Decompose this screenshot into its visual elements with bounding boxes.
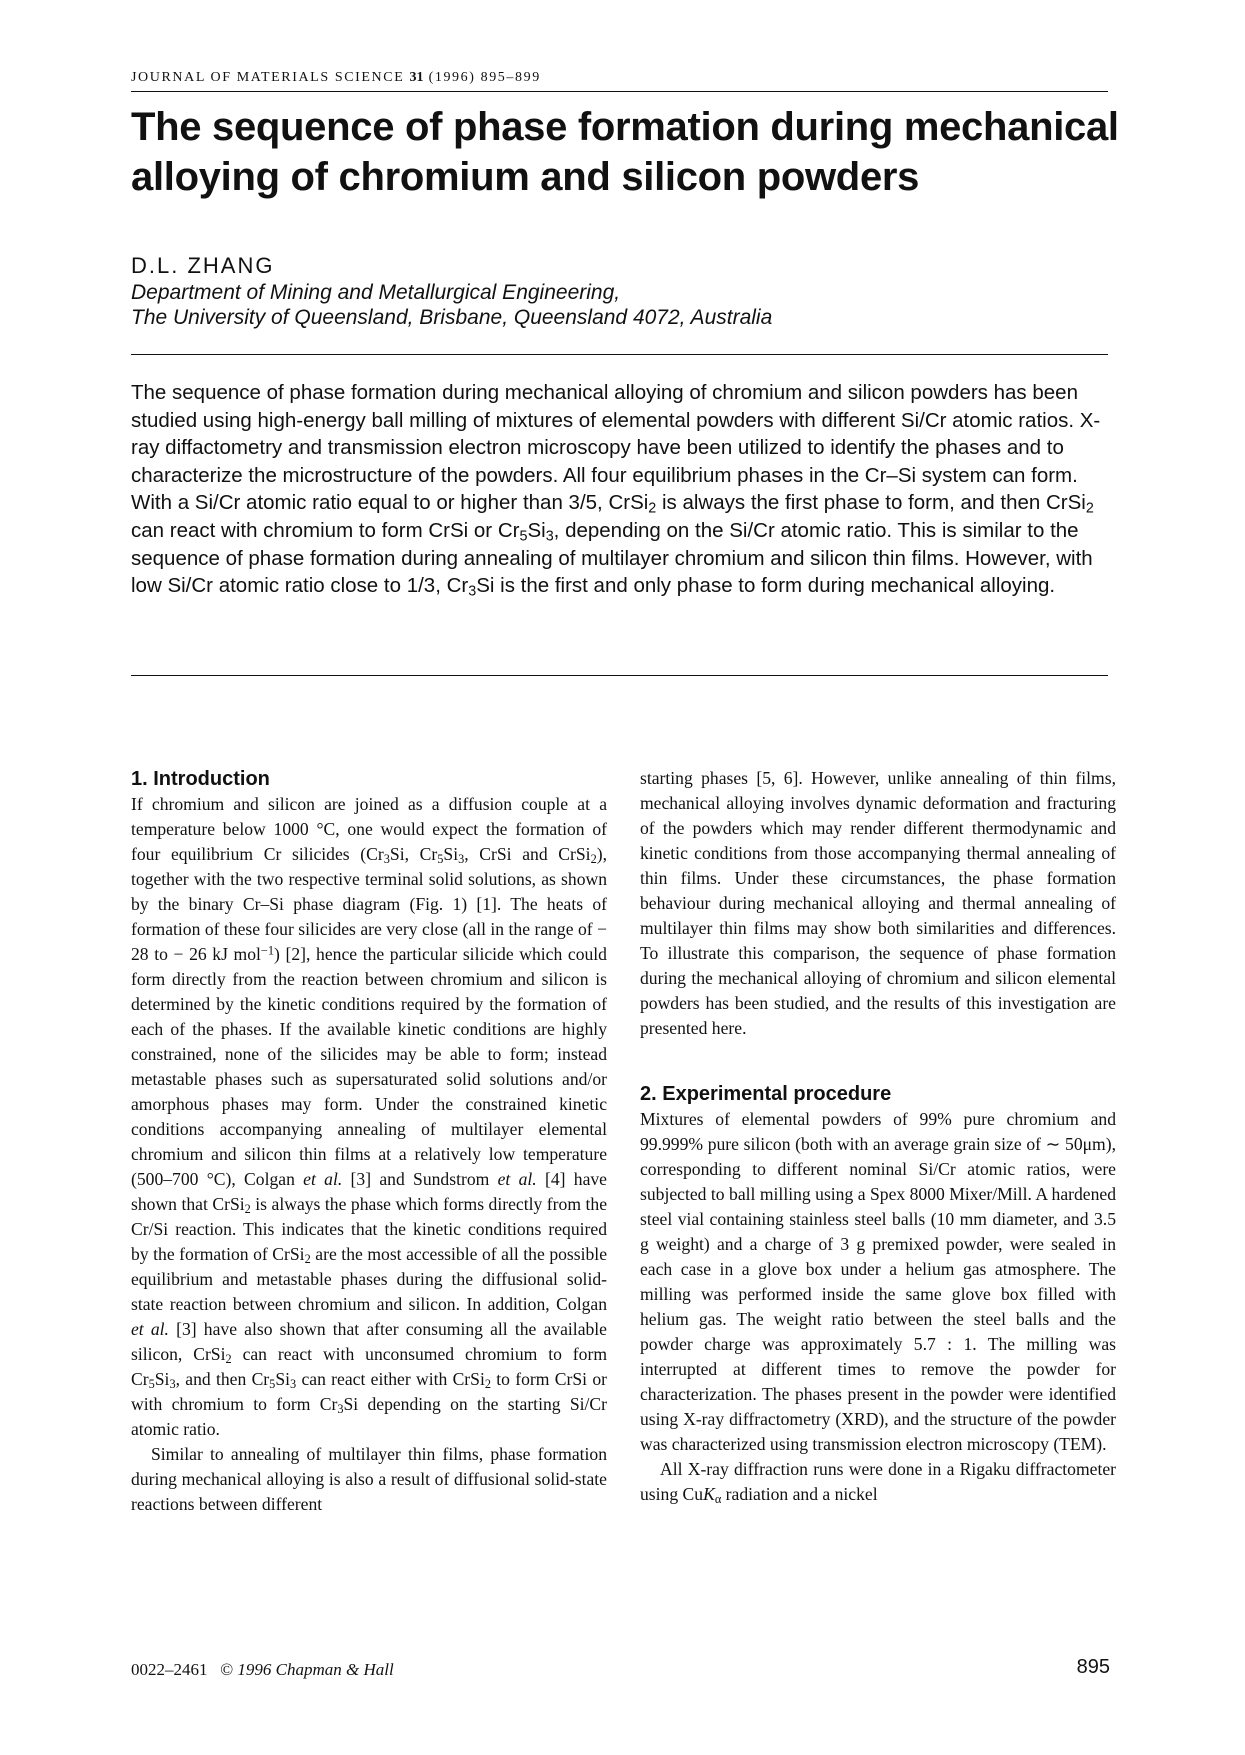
journal-header	[131, 70, 541, 86]
abstract-top-rule	[131, 354, 1108, 355]
publisher-name: 1996 Chapman & Hall	[237, 1660, 394, 1679]
abstract-text-1: The sequence of phase formation during mechanical alloying of chromium and silicon powders has been studied using high-energy ball milling of mixtures of elemental powders with different Si/Cr atomic ratios. X-ray diffactometry and transmission electron microscopy have been utilized to identify the phases and to characterize the microstructure of the powders. All four equilibrium phases in the Cr–Si system can form. With a Si/Cr atomic ratio equal to or higher than 3/5,	[131, 381, 1101, 515]
issn-code: 0022–2461	[131, 1660, 208, 1679]
header-rule	[131, 91, 1108, 92]
abstract-formula: CrSi	[1045, 491, 1086, 515]
affiliation-line-1: Department of Mining and Metallurgical Engineering,	[131, 281, 621, 304]
abstract-bottom-rule	[131, 675, 1108, 676]
page-number: 895	[1076, 1656, 1110, 1678]
abstract-text-3: can react with chromium to form CrSi or	[131, 518, 498, 542]
right-column	[640, 766, 1116, 1507]
abstract	[131, 379, 1116, 600]
affiliation-line-2: The University of Queensland, Brisbane, Queensland 4072, Australia	[131, 306, 773, 329]
abstract-formula: Cr	[497, 518, 520, 542]
intro-paragraph-2: Similar to annealing of multilayer thin films, phase formation during mechanical alloying is also a result of diffusional solid-state reactions between different	[131, 1444, 607, 1514]
author-name: D.L. ZHANG	[131, 253, 275, 278]
abstract-text-5: Si is the first and only phase to form during mechanical alloying.	[476, 574, 1056, 598]
paper-title: The sequence of phase formation during mechanical alloying of chromium and silicon powders	[131, 105, 1119, 199]
journal-volume: 31	[409, 70, 424, 85]
section-heading-introduction: 1. Introduction	[131, 768, 270, 790]
left-column	[131, 766, 607, 1517]
abstract-formula: Cr	[446, 574, 469, 598]
experimental-paragraph-1: Mixtures of elemental powders of 99% pure chromium and 99.999% pure silicon (both with an average grain size of ∼ 50μm), corresponding to different nominal Si/Cr atomic ratios, were subjected to ball milling using a Spex 8000 Mixer/Mill. A hardened steel vial containing stainless steel balls (10 mm diameter, and 3.5 g weight) and a charge of 3 g premixed powder, were sealed in each case in a glove box under a helium gas atmosphere. The milling was performed inside the same glove box filled with helium gas. The weight ratio between the steel balls and the powder charge was approximately 5.7 : 1. The milling was interrupted at different times to remove the powder for characterization. The phases present in the powder were identified using X-ray diffractometry (XRD), and the structure of the powder was characterized using transmission electron microscopy (TEM).	[640, 1109, 1116, 1454]
experimental-paragraph-2: All X-ray diffraction runs were done in a Rigaku diffractometer using CuK$_\alpha$ radiation and a nickel	[640, 1459, 1116, 1507]
journal-year-pages: (1996) 895–899	[428, 70, 541, 85]
abstract-subscript: 5	[519, 528, 528, 545]
section-heading-experimental: 2. Experimental procedure	[640, 1083, 892, 1105]
intro-paragraph-1: If chromium and silicon are joined as a diffusion couple at a temperature below 1000 °C, one would expect the formation of four equilibrium Cr silicides ($Cr_3Si$, $Cr_5Si_3$, CrSi and CrSi$_2$), together with the two respective terminal solid solutions, as shown by the binary Cr–Si phase diagram (Fig. 1) [1]. The heats of formation of these four silicides are very close (all in the range of − 28 to − 26 kJ mol$^{-1}$) [2], hence the particular silicide which could form directly from the reaction between chromium and silicon is determined by the kinetic conditions required by the formation of each of the phases. If the available kinetic conditions are highly constrained, none of the silicides may be able to form; instead metastable phases such as supersaturated solid solutions and/or amorphous phases may form. Under the constrained kinetic conditions accompanying annealing of multilayer elemental chromium and silicon thin films at a relatively low temperature (500–700 °C), Colgan et al. [3] and Sundstrom et al. [4] have shown that CrSi$_2$ is always the phase which forms directly from the Cr/Si reaction. This indicates that the kinetic conditions required by the formation of CrSi$_2$ are the most accessible of all the possible equilibrium and metastable phases during the diffusional solid-state reaction between chromium and silicon. In addition, Colgan et al. [3] have also shown that after consuming all the available silicon, CrSi$_2$ can react with unconsumed chromium to form $Cr_5Si_3$, and then $Cr_5Si_3$ can react either with CrSi$_2$ to form CrSi or with chromium to form $Cr_3Si$ depending on the starting Si/Cr atomic ratio.	[131, 794, 608, 1439]
section-gap	[640, 1041, 1116, 1081]
journal-name: JOURNAL OF MATERIALS SCIENCE	[131, 70, 405, 85]
author-affiliation	[131, 280, 772, 330]
intro-paragraph-2-continued: starting phases [5, 6]. However, unlike annealing of thin films, mechanical alloying involves dynamic deformation and fracturing of the powders which may render different thermodynamic and kinetic conditions from those accompanying thermal annealing of thin films. Under these circumstances, the phase formation behaviour during mechanical alloying and thermal annealing of multilayer thin films may show both similarities and differences. To illustrate this comparison, the sequence of phase formation during the mechanical alloying of chromium and silicon elemental powders has been studied, and the results of this investigation are presented here.	[640, 768, 1116, 1038]
footer-copyright	[131, 1660, 394, 1680]
abstract-subscript: 2	[1085, 500, 1094, 517]
abstract-subscript: 3	[468, 583, 477, 600]
abstract-formula: Si	[527, 518, 546, 542]
abstract-text-2: is always the first phase to form, and then	[656, 491, 1046, 515]
copyright-symbol: ©	[220, 1660, 234, 1679]
abstract-formula: CrSi	[608, 491, 649, 515]
abstract-text-4: , depending on the Si/Cr atomic ratio. This is similar to the sequence of phase formation during annealing of multilayer chromium and silicon thin films. However, with low Si/Cr atomic ratio close to 1/3,	[131, 518, 1093, 598]
abstract-subscript: 3	[545, 528, 554, 545]
abstract-subscript: 2	[648, 500, 657, 517]
